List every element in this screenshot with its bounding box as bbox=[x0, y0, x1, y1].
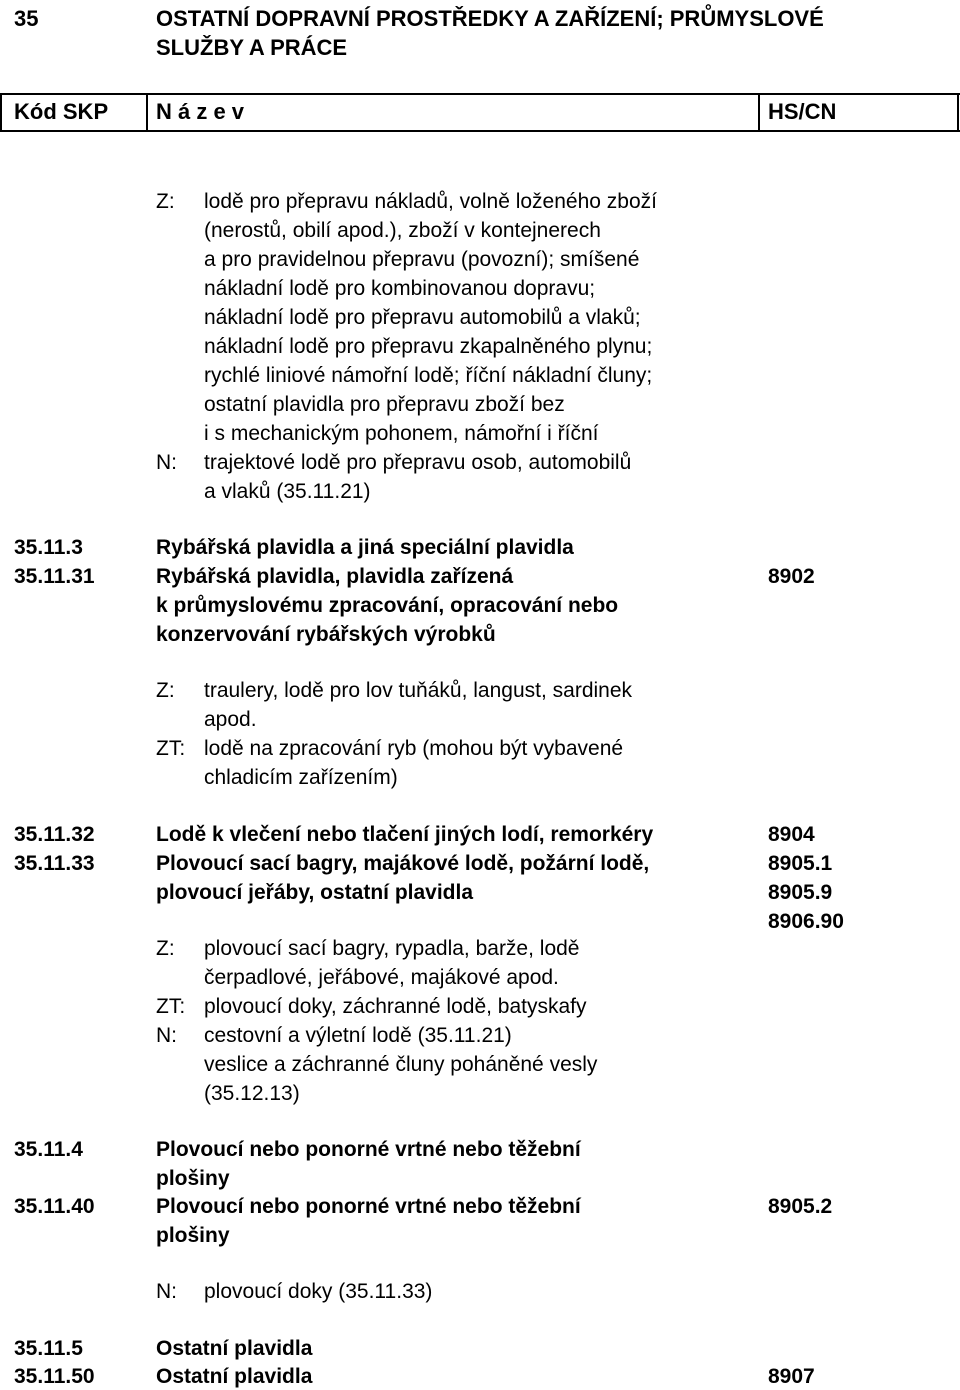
note-prefix-n: N: bbox=[156, 451, 177, 474]
note-line: (nerostů, obilí apod.), zboží v kontejnerech bbox=[204, 219, 601, 242]
entry-name: konzervování rybářských výrobků bbox=[156, 623, 496, 646]
entry-code: 35.11.33 bbox=[14, 852, 95, 875]
entry-name: Ostatní plavidla bbox=[156, 1365, 313, 1388]
entry-name: Plovoucí nebo ponorné vrtné nebo těžební bbox=[156, 1138, 581, 1161]
entry-code: 35.11.50 bbox=[14, 1365, 95, 1388]
note-line: ostatní plavidla pro přepravu zboží bez bbox=[204, 393, 565, 416]
entry-hs-code: 8906.90 bbox=[768, 910, 844, 933]
entry-name: plošiny bbox=[156, 1224, 230, 1247]
header-vrule-right bbox=[957, 94, 959, 131]
note-line: nákladní lodě pro kombinovanou dopravu; bbox=[204, 277, 596, 300]
note-line: chladicím zařízením) bbox=[204, 766, 398, 789]
entry-code: 35.11.40 bbox=[14, 1195, 95, 1218]
entry-hs-code: 8904 bbox=[768, 823, 815, 846]
note-prefix-z: Z: bbox=[156, 679, 175, 702]
note-line: nákladní lodě pro přepravu automobilů a vlaků; bbox=[204, 306, 641, 329]
header-rule-bottom bbox=[0, 130, 960, 132]
entry-hs-code: 8905.2 bbox=[768, 1195, 833, 1218]
chapter-title-line-1: OSTATNÍ DOPRAVNÍ PROSTŘEDKY A ZAŘÍZENÍ; PRŮMYSLOVÉ bbox=[156, 6, 824, 31]
note-line: plovoucí doky, záchranné lodě, batyskafy bbox=[204, 995, 587, 1018]
column-header-hs: HS/CN bbox=[768, 99, 837, 124]
entry-name: Ostatní plavidla bbox=[156, 1337, 313, 1360]
entry-hs-code: 8907 bbox=[768, 1365, 815, 1388]
note-line: plovoucí doky (35.11.33) bbox=[204, 1280, 433, 1303]
entry-name: Plovoucí sací bagry, majákové lodě, požární lodě, bbox=[156, 852, 650, 875]
note-line: apod. bbox=[204, 708, 257, 731]
note-line: lodě pro přepravu nákladů, volně loženého zboží bbox=[204, 190, 657, 213]
note-prefix-n: N: bbox=[156, 1280, 177, 1303]
note-prefix-z: Z: bbox=[156, 190, 175, 213]
note-prefix-n: N: bbox=[156, 1024, 177, 1047]
header-vrule-code bbox=[146, 94, 148, 131]
header-vrule-name bbox=[758, 94, 760, 131]
header-rule-top bbox=[0, 93, 960, 95]
note-line: (35.12.13) bbox=[204, 1082, 300, 1105]
note-line: i s mechanickým pohonem, námořní i říční bbox=[204, 422, 599, 445]
note-prefix-zt: ZT: bbox=[156, 737, 186, 760]
entry-code: 35.11.32 bbox=[14, 823, 95, 846]
note-prefix-zt: ZT: bbox=[156, 995, 186, 1018]
column-header-name: N á z e v bbox=[156, 99, 245, 124]
note-prefix-z: Z: bbox=[156, 937, 175, 960]
header-vrule-left bbox=[0, 94, 2, 131]
entry-code: 35.11.3 bbox=[14, 536, 83, 559]
note-line: traulery, lodě pro lov tuňáků, langust, sardinek bbox=[204, 679, 633, 702]
note-line: a vlaků (35.11.21) bbox=[204, 480, 371, 503]
entry-name: Rybářská plavidla, plavidla zařízená bbox=[156, 565, 514, 588]
chapter-number: 35 bbox=[14, 6, 39, 31]
note-line: veslice a záchranné čluny poháněné vesly bbox=[204, 1053, 598, 1076]
note-line: čerpadlové, jeřábové, majákové apod. bbox=[204, 966, 559, 989]
entry-hs-code: 8902 bbox=[768, 565, 815, 588]
entry-name: k průmyslovému zpracování, opracování nebo bbox=[156, 594, 619, 617]
entry-hs-code: 8905.1 bbox=[768, 852, 833, 875]
entry-code: 35.11.5 bbox=[14, 1337, 83, 1360]
entry-code: 35.11.31 bbox=[14, 565, 95, 588]
entry-name: plovoucí jeřáby, ostatní plavidla bbox=[156, 881, 474, 904]
entry-name: Rybářská plavidla a jiná speciální plavidla bbox=[156, 536, 574, 559]
note-line: a pro pravidelnou přepravu (povozní); smíšené bbox=[204, 248, 640, 271]
note-line: cestovní a výletní lodě (35.11.21) bbox=[204, 1024, 512, 1047]
note-line: plovoucí sací bagry, rypadla, barže, lodě bbox=[204, 937, 580, 960]
note-line: nákladní lodě pro přepravu zkapalněného plynu; bbox=[204, 335, 653, 358]
chapter-title-line-2: SLUŽBY A PRÁCE bbox=[156, 35, 348, 60]
entry-name: Plovoucí nebo ponorné vrtné nebo těžební bbox=[156, 1195, 581, 1218]
column-header-code: Kód SKP bbox=[14, 99, 109, 124]
note-line: rychlé liniové námořní lodě; říční nákladní čluny; bbox=[204, 364, 653, 387]
entry-name: plošiny bbox=[156, 1167, 230, 1190]
note-line: trajektové lodě pro přepravu osob, automobilů bbox=[204, 451, 632, 474]
entry-code: 35.11.4 bbox=[14, 1138, 83, 1161]
entry-name: Lodě k vlečení nebo tlačení jiných lodí, remorkéry bbox=[156, 823, 654, 846]
note-line: lodě na zpracování ryb (mohou být vybavené bbox=[204, 737, 624, 760]
entry-hs-code: 8905.9 bbox=[768, 881, 833, 904]
